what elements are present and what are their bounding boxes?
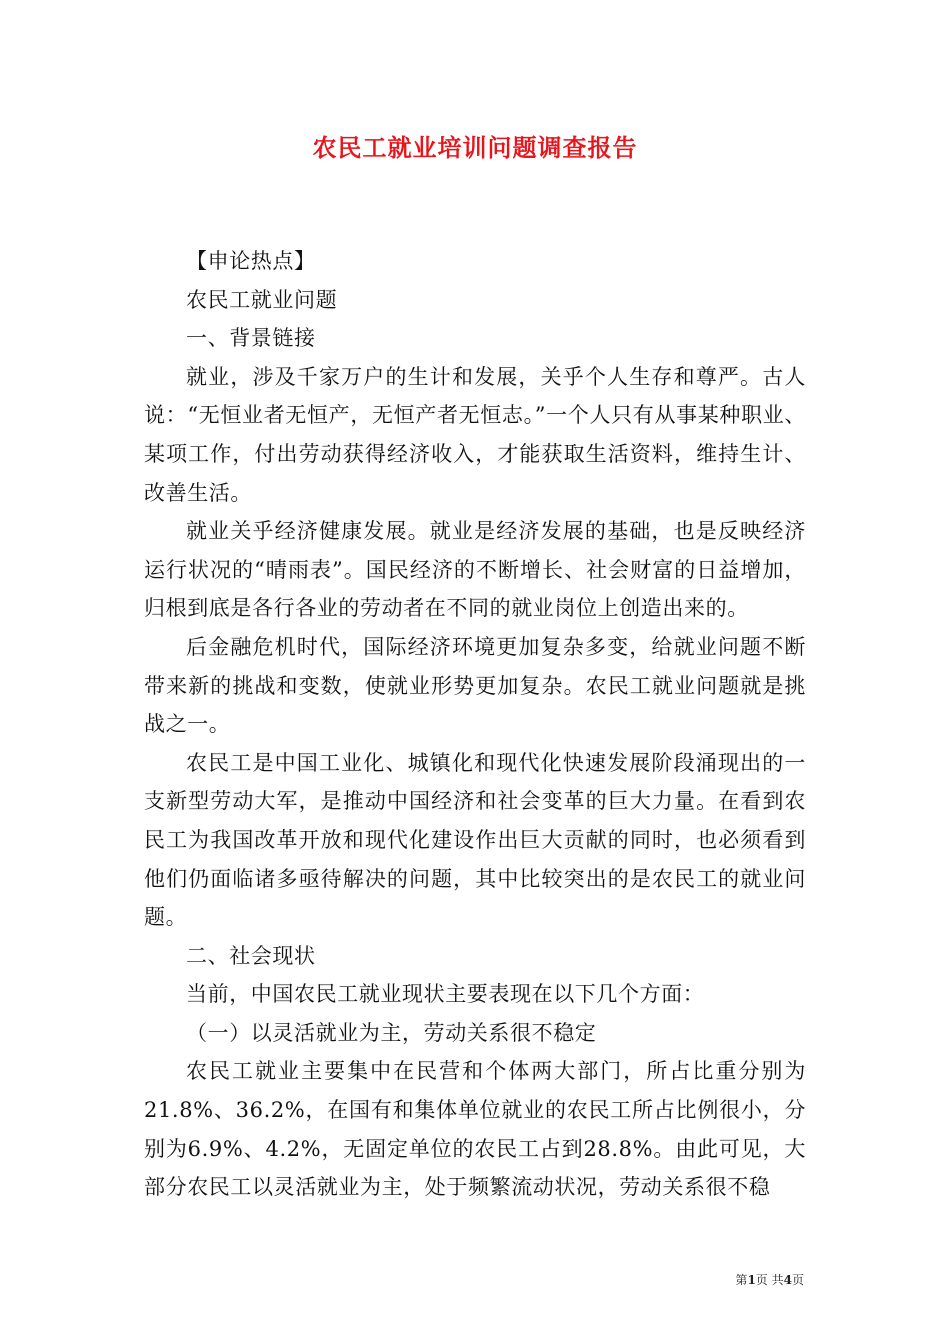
paragraph-topic: 农民工就业问题 [186, 287, 338, 312]
footer-prefix: 第 [735, 1273, 748, 1287]
page-footer [735, 1272, 804, 1288]
footer-page-number: 1 [747, 1273, 756, 1287]
paragraph-migrant-workers: 农民工是中国工业化、城镇化和现代化快速发展阶段涌现出的一支新型劳动大军，是推动中国经济和社会变革的巨大力量。在看到农民工为我国改革开放和现代化建设作出巨大贡献的同时，也必须看到他们仍面临诸多亟待解决的问题，其中比较突出的是农民工的就业问题。 [144, 750, 806, 930]
paragraph-employment-statistics: 农民工就业主要集中在民营和个体两大部门，所占比重分别为21.8%、36.2%，在国有和集体单位就业的农民工所占比例很小，分别为6.9%、4.2%，无固定单位的农民工占到28.8%。由此可见，大部分农民工以灵活就业为主，处于频繁流动状况，劳动关系很不稳 [144, 1059, 806, 1200]
paragraph-current-status: 当前，中国农民工就业现状主要表现在以下几个方面： [186, 982, 705, 1007]
paragraph-post-crisis: 后金融危机时代，国际经济环境更加复杂多变，给就业问题不断带来新的挑战和变数，使就业形势更加复杂。农民工就业问题就是挑战之一。 [144, 634, 806, 737]
paragraph-employment-livelihood: 就业，涉及千家万户的生计和发展，关乎个人生存和尊严。古人说：“无恒业者无恒产，无恒产者无恒志。”一个人只有从事某种职业、某项工作，付出劳动获得经济收入，才能获取生活资料，维持生计、改善生活。 [144, 364, 806, 505]
footer-middle: 页 共 [755, 1273, 784, 1287]
paragraph-employment-economy: 就业关乎经济健康发展。就业是经济发展的基础，也是反映经济运行状况的“晴雨表”。国民经济的不断增长、社会财富的日益增加，归根到底是各行各业的劳动者在不同的就业岗位上创造出来的。 [144, 519, 806, 621]
paragraph-hot-topic-tag: 【申论热点】 [186, 249, 316, 273]
section-heading-social-status: 二、社会现状 [186, 943, 316, 968]
footer-total-pages: 4 [783, 1273, 792, 1287]
subheading-flexible-employment: （一）以灵活就业为主，劳动关系很不稳定 [186, 1020, 597, 1045]
document-body [144, 242, 806, 1207]
footer-suffix: 页 [791, 1273, 804, 1287]
document-title: 农民工就业培训问题调查报告 [312, 133, 638, 162]
section-heading-background: 一、背景链接 [186, 326, 316, 351]
